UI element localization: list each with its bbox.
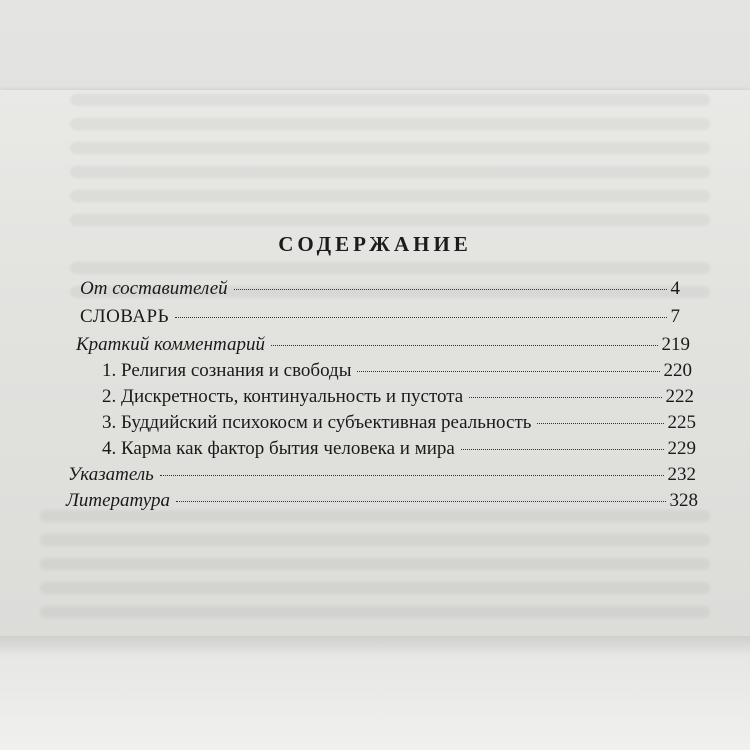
toc-entry-label: 4. Карма как фактор бытия человека и мира	[102, 438, 455, 459]
toc-entry-label: 1. Религия сознания и свободы	[102, 360, 352, 381]
toc-entry-page: 220	[663, 360, 692, 381]
toc-entry	[102, 386, 694, 408]
toc-entry-page: 222	[665, 386, 694, 407]
toc-entry-label: СЛОВАРЬ	[80, 306, 169, 327]
toc-entry	[76, 334, 690, 356]
toc-entry-label: От составителей	[80, 278, 228, 299]
toc-entry-label: 3. Буддийский психокосм и субъективная реальность	[102, 412, 532, 433]
book-page	[0, 90, 750, 636]
table-of-contents	[0, 90, 750, 636]
toc-entry	[66, 490, 698, 512]
toc-entry-page: 229	[667, 438, 696, 459]
toc-entry	[102, 438, 696, 460]
toc-entry-page: 7	[670, 306, 680, 327]
leader-dots	[234, 289, 667, 290]
toc-entry	[102, 412, 696, 434]
leader-dots	[357, 371, 659, 372]
toc-entry	[68, 464, 696, 486]
toc-entry-page: 219	[661, 334, 690, 355]
leader-dots	[160, 475, 664, 476]
leader-dots	[175, 317, 667, 318]
background-surface	[0, 636, 750, 750]
toc-entry	[80, 278, 680, 300]
toc-entry	[102, 360, 692, 382]
toc-entry	[80, 306, 680, 328]
leader-dots	[271, 345, 658, 346]
toc-entry-page: 225	[667, 412, 696, 433]
leader-dots	[537, 423, 663, 424]
toc-entry-page: 232	[667, 464, 696, 485]
leader-dots	[469, 397, 661, 398]
toc-entry-label: Литература	[66, 490, 170, 511]
toc-entry-page: 4	[670, 278, 680, 299]
leader-dots	[176, 501, 666, 502]
leader-dots	[461, 449, 664, 450]
toc-entry-label: Краткий комментарий	[76, 334, 265, 355]
toc-entry-label: Указатель	[68, 464, 154, 485]
toc-entry-label: 2. Дискретность, континуальность и пустота	[102, 386, 464, 407]
toc-entry-page: 328	[669, 490, 698, 511]
toc-heading: СОДЕРЖАНИЕ	[278, 232, 472, 256]
